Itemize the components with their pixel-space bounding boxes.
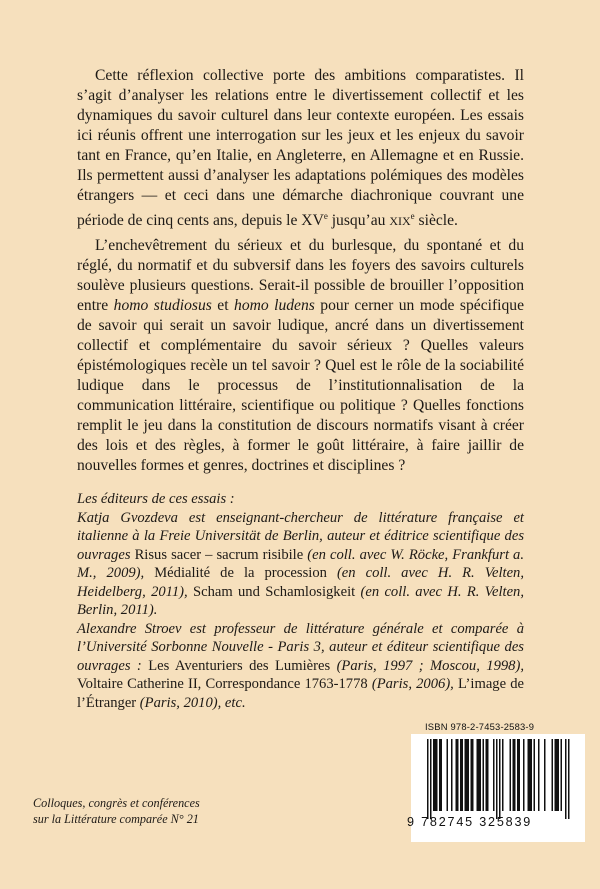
barcode-bar <box>462 739 464 811</box>
editor-bio-stroev: Alexandre Stroev est professeur de littérature générale et comparée à l’Université Sorbonne Nouvelle - Paris 3, auteur et éditeur scientifique des ouvrages : Les Aventuriers des Lumières (Paris, 1997 ; Moscou, 1998), Voltaire Catherine II, Correspondance 1763-1778 (Paris, 2006), L’image de l’Étranger (Paris, 2010), etc. <box>77 620 525 711</box>
barcode-bar <box>433 739 435 811</box>
barcode-bar <box>435 739 437 811</box>
barcode-bar <box>538 739 540 811</box>
barcode-bar <box>544 739 546 811</box>
latin-term: homo ludens <box>234 297 315 314</box>
barcode-bar <box>514 739 516 811</box>
barcode-bar <box>528 739 530 811</box>
series-line: sur la Littérature comparée N° 21 <box>33 812 199 826</box>
barcode-bar <box>552 739 554 811</box>
barcode-bar <box>427 739 429 819</box>
book-title: Les Aventuriers des Lumières <box>148 657 331 674</box>
questions-text: et <box>211 297 235 314</box>
barcode-bar <box>531 739 533 811</box>
barcode-bar <box>483 739 485 811</box>
barcode-bar <box>499 739 501 819</box>
barcode-bar <box>561 739 563 811</box>
barcode-bar <box>477 739 479 811</box>
book-title: Médialité de la procession <box>154 565 327 581</box>
century-numeral: XIX <box>389 214 411 229</box>
isbn-label: ISBN 978-2-7453-2583-9 <box>425 721 535 732</box>
editor-bio-gvozdeva: Katja Gvozdeva est enseignant-chercheur de littérature française et italienne à la Freie Universität de Berlin, auteur et éditrice scientifique des ouvrages Risus sacer – sacrum risibile (en coll. avec W. Röcke, Frankfurt a. M., 2009), Médialité de la procession (en coll. avec H. R. Velten, Heidelberg, 2011), Scham und Schamlosigkeit (en coll. avec H. R. Velten, Berlin, 2011). <box>77 509 525 618</box>
book-title: Voltaire Catherine II, Correspondance 1763-1778 <box>77 676 368 692</box>
intro-text: jusqu’au <box>327 212 390 230</box>
barcode-bar <box>472 739 474 811</box>
barcode-bar <box>523 739 525 811</box>
barcode-bar <box>558 739 560 811</box>
barcode-bar <box>486 739 488 811</box>
superscript: e <box>323 211 328 221</box>
barcode-bar <box>556 739 558 811</box>
barcode-bar <box>478 739 480 811</box>
questions-text: L’enchevêtrement du sérieux et du burlesque, du spontané et du réglé, du normatif et du subversif dans les foyers des savoirs culturels soulève plusieurs questions. Serait-il possible de brouiller l’opposition entre <box>77 237 524 314</box>
barcode-bar <box>436 739 438 811</box>
intro-paragraph <box>77 66 524 231</box>
barcode-bar <box>456 739 458 811</box>
barcode-bar <box>471 739 473 811</box>
intro-text: Cette réflexion collective porte des ambitions comparatistes. Il s’agit d’analyser les relations entre le divertissement collectif et les dynamiques du savoir culturel dans leur contexte européen. Les essais ici réunis offrent une interrogation sur les jeux et les enjeux du savoir tant en France, qu’en Italie, en Angleterre, en Allemagne et en Russie. Ils permettent aussi d’analyser les adaptations polémiques des modèles étrangers — et ceci dans une démarche diachronique couvrant une période de cinq cents ans, depuis le XV <box>77 67 524 230</box>
latin-term: homo studiosus <box>113 297 212 314</box>
barcode-bar <box>496 739 498 819</box>
barcode-bar <box>487 739 489 811</box>
barcode-bars <box>417 739 579 819</box>
barcode-bar <box>565 739 567 819</box>
questions-paragraph <box>77 236 524 476</box>
series-info <box>33 795 200 827</box>
barcode-bar <box>460 739 462 811</box>
isbn-barcode <box>405 721 585 846</box>
barcode-bar <box>493 739 495 811</box>
barcode-bar <box>510 739 512 811</box>
barcode-bar <box>529 739 531 811</box>
barcode-bar <box>513 739 515 811</box>
book-title: Risus sacer – sacrum risibile <box>134 546 304 563</box>
barcode-bar <box>451 739 453 811</box>
intro-text: siècle. <box>414 212 458 230</box>
barcode-bar <box>480 739 482 811</box>
editors-heading: Les éditeurs de ces essais : <box>77 491 235 507</box>
barcode-bar <box>468 739 470 811</box>
barcode-bar <box>466 739 468 811</box>
questions-text: pour cerner un mode spécifique de savoir qui serait un savoir ludique, ancré dans un divertissement collectif et complémentaire du savoir sérieux ? Quelles valeurs épistémologiques recèle un tel savoir ? Quel est le rôle de la sociabilité ludique dans le processus de l’institutionnalisation de la communication littéraire, scientifique ou politique ? Quelles fonctions remplit le jeu dans la constitution de discours normatifs visant à créer des lois et des règles, à former le goût littéraire, à faire jaillir de nouvelles formes et genres, doctrines et disciplines ? <box>77 297 525 474</box>
barcode-bar <box>465 739 467 811</box>
barcode-bar <box>457 739 459 811</box>
superscript: e <box>410 211 415 221</box>
barcode-bar <box>430 739 432 819</box>
editors-section <box>77 490 524 712</box>
ean-digits: 9 782745 325839 <box>407 815 533 829</box>
barcode-bar <box>517 739 519 811</box>
book-title: Scham und Schamlosigkeit <box>192 583 356 600</box>
series-line: Colloques, congrès et conférences <box>33 796 200 810</box>
barcode-bar <box>555 739 557 811</box>
barcode-bar <box>502 739 504 811</box>
barcode-bar <box>534 739 536 811</box>
book-title: L’image de l’Étranger <box>77 676 525 711</box>
barcode-bar <box>447 739 449 811</box>
barcode-bar <box>519 739 521 811</box>
barcode-bar <box>441 739 443 811</box>
barcode-bar <box>568 739 570 819</box>
barcode-bar <box>439 739 441 811</box>
